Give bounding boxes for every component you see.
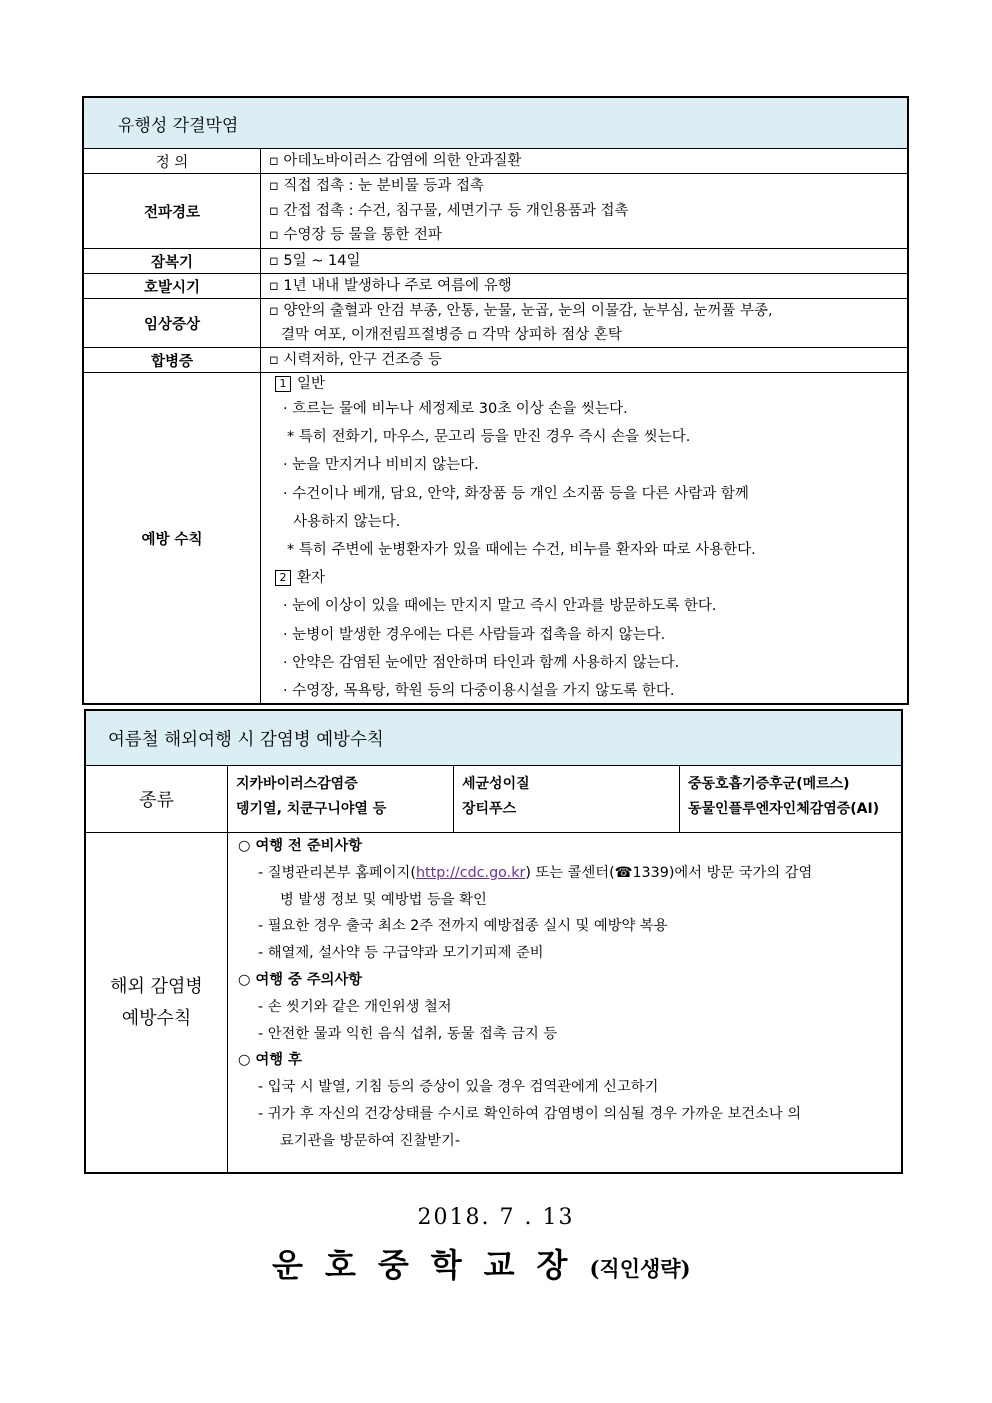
row-incubation bbox=[84, 249, 907, 274]
after-title: ○ 여행 후 bbox=[238, 1052, 302, 1069]
row-season bbox=[84, 274, 907, 299]
disease-table bbox=[82, 96, 909, 705]
row-prevention bbox=[84, 373, 907, 703]
travel-title: 여름철 해외여행 시 감염병 예방수칙 bbox=[86, 711, 901, 766]
rule-item: · 눈에 이상이 있을 때에는 만지지 말고 즉시 안과를 방문하도록 한다. bbox=[283, 598, 717, 615]
row-complications bbox=[84, 348, 907, 373]
number-box: 2 bbox=[275, 570, 291, 586]
section-title: 환자 bbox=[297, 570, 326, 587]
before-title: ○ 여행 전 준비사항 bbox=[238, 838, 363, 854]
type-name: 세균성이질 bbox=[462, 776, 530, 792]
signature bbox=[272, 1240, 691, 1286]
section-title: 일반 bbox=[297, 376, 326, 392]
type-label: 종류 bbox=[86, 766, 228, 832]
type-name: 중동호흡기증후군(메르스) bbox=[688, 776, 850, 792]
row-label: 호발시기 bbox=[84, 274, 261, 298]
rules-row bbox=[86, 833, 901, 1172]
rule-item: 료기관을 방문하여 진찰받기- bbox=[280, 1132, 460, 1149]
rule-item: 병 발생 정보 및 예방법 등을 확인 bbox=[280, 891, 487, 908]
rule-item: - 필요한 경우 출국 최소 2주 전까지 예방접종 실시 및 예방약 복용 bbox=[258, 918, 668, 935]
rule-item: - 귀가 후 자신의 건강상태를 수시로 확인하여 감염병이 의심될 경우 가까운 보건소나 의 bbox=[258, 1105, 802, 1122]
type-cell bbox=[680, 766, 901, 832]
rule-item: · 눈을 만지거나 비비지 않는다. bbox=[283, 457, 479, 474]
row-text: ▫ 아데노바이러스 감염에 의한 안과질환 bbox=[269, 153, 522, 169]
type-name: 뎅기열, 치쿤구니야열 등 bbox=[236, 801, 387, 817]
rules-label-line: 해외 감염병 bbox=[110, 975, 203, 997]
rule-item: · 수영장, 목욕탕, 학원 등의 다중이용시설을 가지 않도록 한다. bbox=[283, 683, 675, 700]
row-label: 정 의 bbox=[84, 149, 261, 173]
rule-item: · 흐르는 물에 비누나 세정제로 30초 이상 손을 씻는다. bbox=[283, 401, 628, 417]
row-label: 전파경로 bbox=[84, 174, 261, 248]
row-transmission bbox=[84, 174, 907, 249]
signer-name: 운호중학교장 bbox=[272, 1246, 590, 1284]
row-definition bbox=[84, 149, 907, 174]
section-general bbox=[275, 373, 899, 395]
document-date: 2018. 7 . 13 bbox=[417, 1205, 575, 1230]
travel-table bbox=[84, 709, 903, 1174]
rule-item: - 안전한 물과 익힌 음식 섭취, 동물 접촉 금지 등 bbox=[258, 1025, 558, 1042]
type-name: 지카바이러스감염증 bbox=[236, 776, 358, 792]
row-text: ▫ 양안의 출혈과 안검 부종, 안통, 눈물, 눈곱, 눈의 이물감, 눈부심, 눈꺼풀 부종, bbox=[269, 303, 773, 319]
type-cell bbox=[454, 766, 680, 832]
row-symptoms bbox=[84, 299, 907, 348]
row-text: ▫ 수영장 등 물을 통한 전파 bbox=[269, 227, 442, 244]
rule-item: 사용하지 않는다. bbox=[293, 513, 401, 530]
rule-item: - 손 씻기와 같은 개인위생 철저 bbox=[258, 998, 452, 1015]
seal-note: (직인생략) bbox=[589, 1256, 691, 1281]
section-patient bbox=[275, 564, 899, 592]
rule-item: * 특히 주변에 눈병환자가 있을 때에는 수건, 비누를 환자와 따로 사용한다. bbox=[287, 542, 756, 559]
number-box: 1 bbox=[275, 376, 291, 392]
row-text: ▫ 5일 ~ 14일 bbox=[269, 253, 361, 269]
during-title: ○ 여행 중 주의사항 bbox=[238, 971, 363, 988]
rule-item: · 안약은 감염된 눈에만 점안하며 타인과 함께 사용하지 않는다. bbox=[283, 654, 680, 671]
row-text: 결막 여포, 이개전림프절병증 ▫ 각막 상피하 점상 혼탁 bbox=[281, 327, 622, 343]
type-name: 동물인플루엔자인체감염증(AI) bbox=[688, 801, 880, 817]
row-label: 임상증상 bbox=[84, 299, 261, 347]
types-row bbox=[86, 766, 901, 833]
row-label: 합병증 bbox=[84, 348, 261, 372]
type-name: 장티푸스 bbox=[462, 801, 517, 817]
type-cell bbox=[228, 766, 454, 832]
row-label: 예방 수칙 bbox=[84, 373, 261, 703]
rule-item: · 눈병이 발생한 경우에는 다른 사람들과 접촉을 하지 않는다. bbox=[283, 626, 666, 643]
row-text: ▫ 1년 내내 발생하나 주로 여름에 유행 bbox=[269, 278, 512, 294]
row-label: 잠복기 bbox=[84, 249, 261, 273]
rule-item: - 입국 시 발열, 기침 등의 증상이 있을 경우 검역관에게 신고하기 bbox=[258, 1079, 659, 1096]
disease-title: 유행성 각결막염 bbox=[84, 98, 907, 149]
rules-label bbox=[86, 833, 228, 1172]
rule-item: - 질병관리본부 홈페이지(http://cdc.go.kr) 또는 콜센터(☎1339)에서 방문 국가의 감염 bbox=[258, 864, 813, 881]
rule-item: - 해열제, 설사약 등 구급약과 모기기피제 준비 bbox=[258, 945, 544, 962]
cdc-link[interactable]: http://cdc.go.kr bbox=[415, 864, 526, 881]
row-text: ▫ 직접 접촉 : 눈 분비물 등과 접촉 bbox=[269, 178, 485, 194]
row-text: ▫ 시력저하, 안구 건조증 등 bbox=[269, 352, 442, 368]
rule-item: * 특히 전화기, 마우스, 문고리 등을 만진 경우 즉시 손을 씻는다. bbox=[287, 429, 691, 446]
rules-body bbox=[228, 833, 901, 1172]
rule-item: · 수건이나 베개, 담요, 안약, 화장품 등 개인 소지품 등을 다른 사람과 함께 bbox=[283, 485, 749, 502]
row-text: ▫ 간접 접촉 : 수건, 침구물, 세면기구 등 개인용품과 접촉 bbox=[269, 202, 629, 219]
rules-label-line: 예방수칙 bbox=[121, 1007, 192, 1029]
